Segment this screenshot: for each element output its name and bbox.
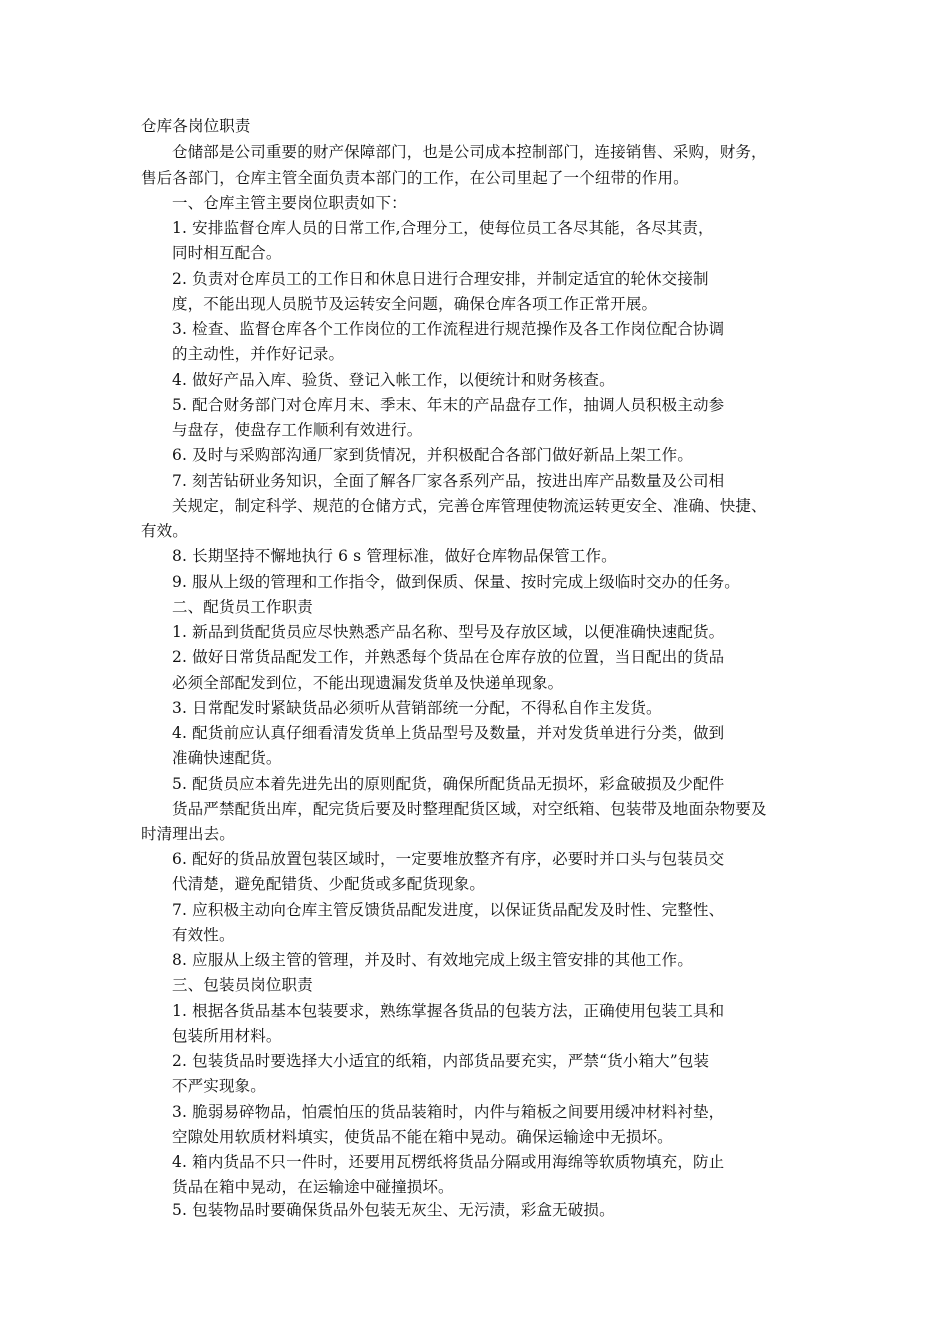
text-line: 5. 配货员应本着先进先出的原则配货，确保所配货品无损坏，彩盒破损及少配件 — [172, 775, 725, 793]
text-line: 7. 应积极主动向仓库主管反馈货品配发进度，以保证货品配发及时性、完整性、 — [172, 901, 725, 919]
text-line: 有效性。 — [172, 926, 235, 944]
text-line: 1. 安排监督仓库人员的日常工作,合理分工，使每位员工各尽其能，各尽其责， — [172, 219, 714, 237]
text-line: 准确快速配货。 — [172, 749, 282, 767]
text-line: 货品严禁配货出库，配完货后要及时整理配货区域，对空纸箱、包装带及地面杂物要及 — [172, 800, 767, 818]
text-line: 仓储部是公司重要的财产保障部门，也是公司成本控制部门，连接销售、采购，财务， — [172, 143, 767, 161]
text-line: 2. 包装货品时要选择大小适宜的纸箱，内部货品要充实，严禁“货小箱大”包装 — [172, 1052, 710, 1070]
text-line: 3. 脆弱易碎物品，怕震怕压的货品装箱时，内件与箱板之间要用缓冲材料衬垫， — [172, 1103, 725, 1121]
text-line: 5. 配合财务部门对仓库月末、季末、年末的产品盘存工作，抽调人员积极主动参 — [172, 396, 725, 414]
section-heading: 二、配货员工作职责 — [172, 598, 313, 616]
text-line: 8. 长期坚持不懈地执行 6 s 管理标准，做好仓库物品保管工作。 — [172, 547, 617, 565]
text-line: 7. 刻苦钻研业务知识，全面了解各厂家各系列产品，按进出库产品数量及公司相 — [172, 472, 725, 490]
text-line: 货品在箱中晃动，在运输途中碰撞损坏。 — [172, 1178, 454, 1196]
text-line: 代清楚，避免配错货、少配货或多配货现象。 — [172, 875, 486, 893]
text-line: 同时相互配合。 — [172, 244, 282, 262]
text-line: 2. 做好日常货品配发工作，并熟悉每个货品在仓库存放的位置，当日配出的货品 — [172, 648, 725, 666]
section-heading: 一、仓库主管主要岗位职责如下： — [172, 194, 407, 212]
section-heading: 三、包装员岗位职责 — [172, 976, 313, 994]
text-line: 3. 检查、监督仓库各个工作岗位的工作流程进行规范操作及各工作岗位配合协调 — [172, 320, 725, 338]
text-line: 3. 日常配发时紧缺货品必须听从营销部统一分配，不得私自作主发货。 — [172, 699, 662, 717]
text-line: 5. 包装物品时要确保货品外包装无灰尘、无污渍，彩盒无破损。 — [172, 1201, 615, 1219]
text-line: 必须全部配发到位，不能出现遗漏发货单及快递单现象。 — [172, 674, 564, 692]
text-line: 的主动性，并作好记录。 — [172, 345, 345, 363]
text-line: 2. 负责对仓库员工的工作日和休息日进行合理安排，并制定适宜的轮休交接制 — [172, 270, 709, 288]
text-line: 时清理出去。 — [141, 825, 235, 843]
text-line: 1. 新品到货配货员应尽快熟悉产品名称、型号及存放区域，以便准确快速配货。 — [172, 623, 725, 641]
text-line: 4. 箱内货品不只一件时，还要用瓦楞纸将货品分隔或用海绵等软质物填充，防止 — [172, 1153, 725, 1171]
text-line: 4. 做好产品入库、验货、登记入帐工作，以便统计和财务核查。 — [172, 371, 615, 389]
text-line: 9. 服从上级的管理和工作指令，做到保质、保量、按时完成上级临时交办的任务。 — [172, 573, 740, 591]
text-line: 关规定，制定科学、规范的仓储方式，完善仓库管理使物流运转更安全、准确、快捷、 — [172, 497, 767, 515]
text-line: 有效。 — [141, 522, 188, 540]
text-line: 空隙处用软质材料填实，使货品不能在箱中晃动。确保运输途中无损坏。 — [172, 1128, 673, 1146]
text-line: 1. 根据各货品基本包装要求，熟练掌握各货品的包装方法，正确使用包装工具和 — [172, 1002, 725, 1020]
document-title: 仓库各岗位职责 — [141, 117, 251, 135]
text-line: 6. 及时与采购部沟通厂家到货情况，并积极配合各部门做好新品上架工作。 — [172, 446, 693, 464]
text-line: 度，不能出现人员脱节及运转安全问题，确保仓库各项工作正常开展。 — [172, 295, 658, 313]
text-line: 包装所用材料。 — [172, 1027, 282, 1045]
text-line: 6. 配好的货品放置包装区域时，一定要堆放整齐有序，必要时并口头与包装员交 — [172, 850, 725, 868]
text-line: 与盘存，使盘存工作顺利有效进行。 — [172, 421, 423, 439]
text-line: 4. 配货前应认真仔细看清发货单上货品型号及数量，并对发货单进行分类，做到 — [172, 724, 725, 742]
text-line: 8. 应服从上级主管的管理，并及时、有效地完成上级主管安排的其他工作。 — [172, 951, 693, 969]
text-line: 售后各部门，仓库主管全面负责本部门的工作，在公司里起了一个纽带的作用。 — [141, 169, 689, 187]
text-line: 不严实现象。 — [172, 1077, 266, 1095]
